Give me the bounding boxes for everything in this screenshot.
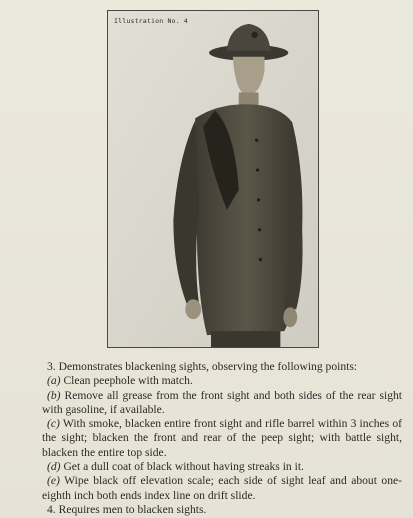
illustration-photo (107, 10, 319, 348)
sub-item-marker: (e) (47, 474, 60, 488)
sub-item-e (42, 474, 402, 503)
sub-item-c (42, 417, 402, 460)
sub-item-text: Remove all grease from the front sight and both sides of the rear sight with gasoline, if available. (42, 388, 403, 416)
item-text: Requires men to blacken sights. (58, 502, 207, 516)
item-text: Demonstrates blackening sights, observing the following points: (58, 360, 358, 373)
sub-item-marker: (d) (47, 460, 61, 474)
sub-item-marker: (c) (47, 417, 60, 431)
sub-item-text: Clean peephole with match. (63, 374, 193, 388)
illustration-label: Illustration No. 4 (114, 17, 189, 25)
item-number: 3. (47, 360, 56, 373)
sub-item-marker: (a) (47, 374, 61, 388)
sub-item-text: Wipe black off elevation scale; each side of sight leaf and about one-eighth inch both ends index line on drift slide. (42, 474, 402, 502)
item-3 (42, 360, 402, 374)
sub-item-d (42, 460, 402, 474)
instructions-text (42, 360, 402, 517)
sub-item-a (42, 374, 402, 388)
soldier-photograph-icon (108, 11, 318, 347)
item-4 (42, 503, 402, 517)
sub-item-marker: (b) (47, 388, 61, 402)
item-number: 4. (47, 502, 56, 516)
sub-item-text: Get a dull coat of black without having streaks in it. (63, 460, 304, 474)
sub-item-text: With smoke, blacken entire front sight and rifle barrel within 3 inches of the sight; blacken the front and rear of the peep sight; with battle sight, blacken the entire top side. (42, 417, 402, 459)
sub-item-b (42, 389, 402, 418)
